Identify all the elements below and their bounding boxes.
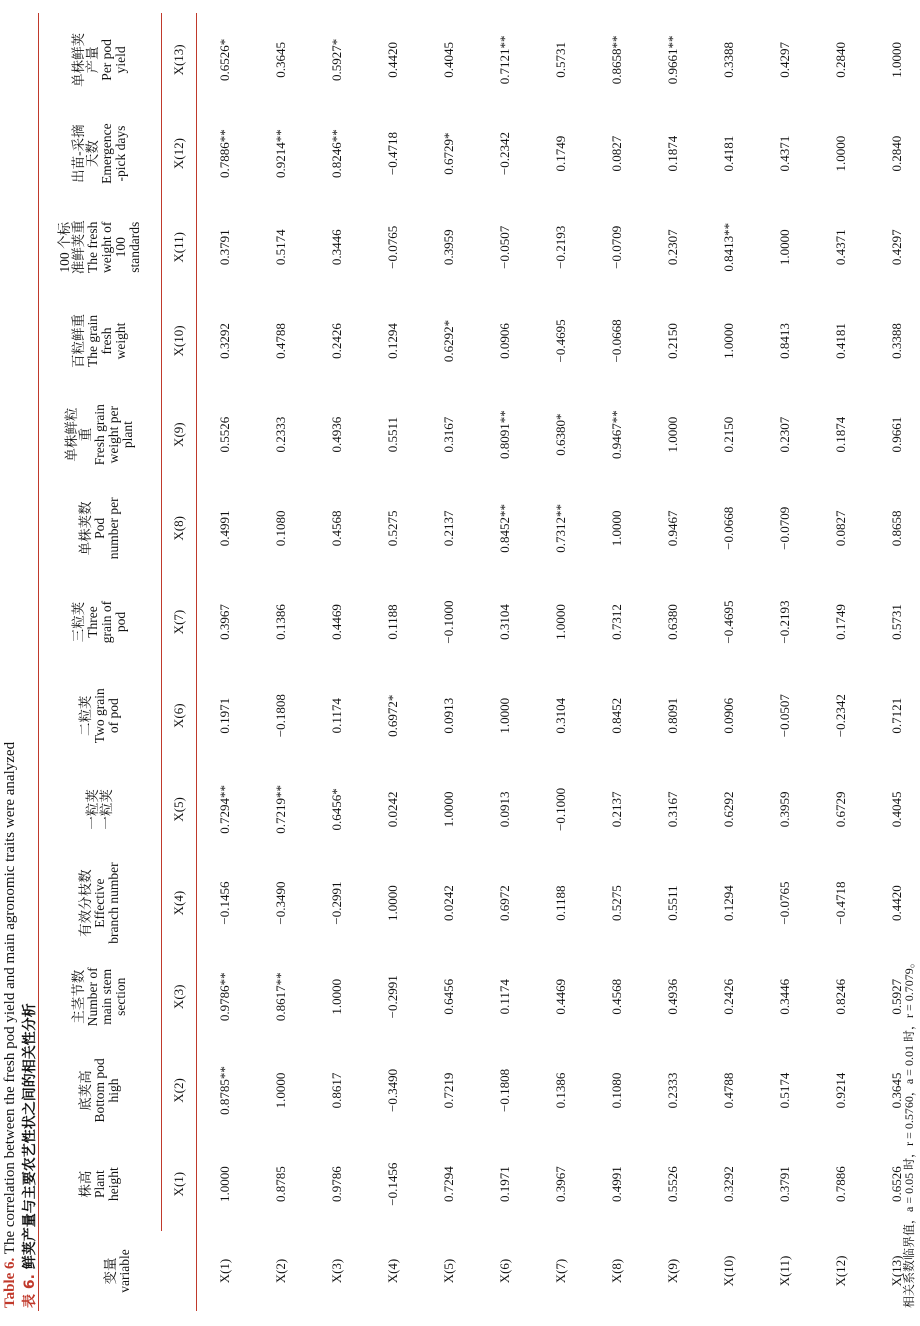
table-cell: 1.0000 (553, 604, 568, 640)
table-cell: 0.3446 (777, 978, 792, 1015)
table-cell: 0.5511 (385, 417, 400, 453)
table-cell: 0.3645 (869, 1044, 920, 1138)
table-cell: 0.4181 (833, 323, 848, 359)
table-cell: 0.4568 (329, 510, 344, 547)
column-header (39, 388, 162, 482)
column-header (39, 200, 162, 294)
column-header-line: Emergence (99, 123, 114, 184)
table-cell: 0.1294 (385, 323, 400, 359)
caption-zh (19, 1003, 39, 1308)
table-cell: 0.7312** (553, 503, 568, 553)
column-header (39, 1137, 162, 1231)
column-header (39, 950, 162, 1044)
table-cell: 0.2307 (665, 229, 680, 266)
column-code: X(3) (162, 950, 197, 1044)
table-cell: 0.1294 (721, 885, 736, 921)
table-cell: 0.4991 (197, 482, 254, 576)
table-cell: 0.1188 (553, 885, 568, 921)
footnote: 相关系数临界值，a = 0.05 时，r = 0.5760，a = 0.01 时，r = 0.7079。 (902, 956, 916, 1308)
column-code: X(13) (162, 13, 197, 107)
row-label: X(8) (609, 1258, 624, 1284)
table-cell: 0.6526 (869, 1137, 920, 1231)
table-cell: 1.0000 (777, 229, 792, 266)
table-cell: 0.4371 (777, 135, 792, 172)
column-code: X(4) (162, 856, 197, 950)
row-label: X(7) (553, 1258, 568, 1284)
table-cell: 0.3167 (441, 416, 456, 453)
row-label: X(11) (777, 1255, 792, 1287)
column-header-line: weight (113, 322, 128, 360)
table-cell: 0.9214 (833, 1072, 848, 1109)
row-label: X(10) (721, 1255, 736, 1287)
table-cell: 0.7121 (869, 669, 920, 763)
table-cell: 0.2426 (721, 978, 736, 1015)
table-cell: 0.5731 (553, 42, 568, 78)
table-cell: 0.1174 (497, 979, 512, 1015)
table-cell: 0.1386 (553, 1072, 568, 1109)
column-header-line: section (113, 977, 128, 1016)
table-cell: 0.7294** (197, 763, 254, 857)
table-cell: 0.4788 (273, 323, 288, 359)
column-header (39, 294, 162, 388)
table-cell: 0.5174 (273, 229, 288, 266)
table-cell: 0.5526 (665, 1166, 680, 1203)
correlation-table (38, 13, 920, 1311)
table-cell: −0.1456 (385, 1162, 400, 1206)
table-cell: −0.1808 (273, 694, 288, 738)
table-cell: 0.2840 (833, 42, 848, 78)
table-cell: −0.0507 (777, 694, 792, 738)
table-cell: 0.7219** (273, 785, 288, 834)
table-cell: −0.4695 (721, 600, 736, 644)
header-name-row (39, 13, 162, 1311)
table-row (477, 13, 533, 1311)
table-row (309, 13, 365, 1311)
table-row (645, 13, 701, 1311)
column-header-line: Per pod (99, 39, 114, 81)
row-label: X(2) (273, 1258, 288, 1284)
table-cell: 0.1971 (497, 1166, 512, 1203)
table-cell: −0.2342 (497, 132, 512, 176)
table-cell: −0.0709 (609, 225, 624, 269)
column-header-line: 三粒荚 (71, 601, 86, 643)
table-cell: 0.9467 (665, 510, 680, 547)
table-cell: 1.0000 (197, 1137, 254, 1231)
column-header-line: 100 (113, 237, 128, 258)
table-cell: 0.0827 (833, 510, 848, 547)
corner-header-line: variable (116, 1249, 132, 1293)
table-cell: 0.4788 (721, 1072, 736, 1109)
column-header (39, 669, 162, 763)
table-cell: 0.8246** (329, 129, 344, 178)
column-header-line: Effective (92, 878, 107, 928)
table-cell: 0.7219 (441, 1072, 456, 1109)
table-cell: 0.4045 (441, 42, 456, 78)
table-cell: 0.3292 (197, 294, 254, 388)
table-cell: 0.4297 (777, 42, 792, 78)
table-cell: 0.8617 (329, 1072, 344, 1109)
table-cell: −0.1000 (553, 787, 568, 831)
column-header-line: 产量 (85, 46, 100, 74)
column-header-line: grain of (99, 600, 114, 644)
column-header-line: -pick days (113, 125, 128, 182)
column-header-line: 二粒荚 (78, 695, 93, 736)
table-cell: 0.9786 (329, 1166, 344, 1203)
column-header (39, 13, 162, 107)
table-cell: 0.0913 (497, 791, 512, 828)
row-label: X(6) (497, 1258, 512, 1284)
table-cell: 0.3388 (721, 42, 736, 78)
column-header-line: yield (113, 46, 128, 74)
column-header (39, 575, 162, 669)
table-body (197, 13, 920, 1311)
table-row (421, 13, 477, 1311)
table-cell: 1.0000 (273, 1072, 288, 1109)
table-cell: 0.8413 (777, 323, 792, 359)
column-header-line: number per (106, 497, 121, 560)
table-cell: −0.0765 (385, 225, 400, 269)
column-header (39, 482, 162, 576)
table-cell: 0.1749 (833, 604, 848, 640)
table-cell: 0.3791 (777, 1166, 792, 1203)
table-cell: 0.6729* (441, 132, 456, 175)
corner-header-line: 变量 (102, 1257, 118, 1285)
column-code: X(5) (162, 763, 197, 857)
column-header-line: weight per (106, 405, 121, 464)
table-cell: 0.1080 (273, 510, 288, 547)
table-cell: 0.6456 (441, 978, 456, 1015)
table-cell: 0.8785** (197, 1044, 254, 1138)
table-cell: 0.7886** (197, 107, 254, 201)
row-label: X(12) (833, 1255, 848, 1287)
row-label: X(4) (385, 1258, 400, 1284)
table-cell: 1.0000 (385, 885, 400, 921)
table-cell: −0.0668 (721, 506, 736, 550)
table-cell: 0.0242 (385, 791, 400, 828)
column-header-line: weight of (99, 221, 114, 273)
column-header-line: Pod (92, 517, 107, 539)
column-header-line: 单株荚数 (78, 501, 93, 556)
table-cell: 0.2426 (329, 323, 344, 359)
table-cell: 0.5526 (197, 388, 254, 482)
table-cell: 0.3388 (869, 294, 920, 388)
column-header (39, 1044, 162, 1138)
row-label: X(13) (869, 1231, 920, 1311)
column-header-line: branch number (106, 862, 121, 944)
column-code: X(9) (162, 388, 197, 482)
table-cell: 0.4045 (869, 763, 920, 857)
column-header-line: Number of (85, 967, 100, 1027)
row-label: X(5) (441, 1258, 456, 1284)
column-header-line: 重 (78, 427, 93, 442)
column-code: X(6) (162, 669, 197, 763)
table-cell: 0.3967 (553, 1166, 568, 1203)
table-cell: 1.0000 (609, 510, 624, 547)
table-cell: 1.0000 (833, 135, 848, 172)
table-cell: 0.7121** (497, 35, 512, 85)
table-cell: −0.4695 (553, 319, 568, 363)
table-cell: 0.3104 (553, 697, 568, 734)
row-label: X(1) (197, 1231, 254, 1311)
column-header-line: 准鲜荚重 (71, 220, 86, 275)
column-header-line: 100 个标 (57, 221, 72, 273)
table-cell: −0.0709 (777, 506, 792, 550)
table-cell: 0.6972 (497, 885, 512, 921)
table-cell: 0.2150 (721, 416, 736, 453)
table-row (253, 13, 309, 1311)
table-cell: 0.4936 (665, 978, 680, 1015)
table-cell: 0.9661** (665, 35, 680, 85)
table-cell: 0.2150 (665, 323, 680, 359)
table-cell: 0.1188 (385, 604, 400, 640)
table-cell: 0.3959 (777, 791, 792, 828)
column-code: X(12) (162, 107, 197, 201)
table-cell: 0.4469 (329, 604, 344, 640)
table-cell: 0.1174 (329, 698, 344, 734)
column-header-line: The fresh (85, 221, 100, 273)
column-code: X(11) (162, 200, 197, 294)
table-cell: 0.0906 (721, 697, 736, 734)
table-cell: 0.9467** (609, 410, 624, 460)
table-cell: 0.2840 (869, 107, 920, 201)
table-cell: 0.1874 (833, 416, 848, 453)
table-cell: 0.3645 (273, 42, 288, 78)
table-cell: 0.2333 (665, 1072, 680, 1109)
caption-en (2, 742, 19, 1308)
table-cell: 0.5927 (869, 950, 920, 1044)
column-header (39, 856, 162, 950)
table-cell: 0.2333 (273, 416, 288, 453)
column-header-line: height (106, 1167, 121, 1202)
table-cell: 0.1749 (553, 135, 568, 172)
table-cell: −0.0765 (777, 881, 792, 925)
table-cell: 0.6292* (441, 319, 456, 363)
table-cell: 0.7886 (833, 1166, 848, 1203)
table-cell: 0.8658** (609, 35, 624, 85)
column-header-line: 单株鲜粒 (64, 407, 79, 462)
table-cell: 0.4469 (553, 978, 568, 1015)
column-header-line: Bottom pod (92, 1058, 107, 1123)
table-cell: 0.6526* (197, 13, 254, 107)
table-cell: 0.0913 (441, 697, 456, 734)
table-cell: 0.3292 (721, 1166, 736, 1203)
table-cell: 0.5731 (869, 575, 920, 669)
table-cell: 0.4181 (721, 135, 736, 172)
table-row (701, 13, 757, 1311)
row-label: X(9) (665, 1258, 680, 1284)
table-cell: −0.2342 (833, 694, 848, 738)
column-header-line: 主茎节数 (71, 969, 86, 1024)
table-cell: 1.0000 (441, 791, 456, 828)
table-cell: 1.0000 (497, 697, 512, 734)
table-cell: 0.6972* (385, 694, 400, 737)
table-cell: 1.0000 (869, 13, 920, 107)
table-cell: −0.2193 (553, 225, 568, 269)
row-label: X(3) (329, 1258, 344, 1284)
table-cell: 0.1080 (609, 1072, 624, 1109)
table-cell: 0.8452** (497, 503, 512, 553)
column-header-line: of pod (106, 698, 121, 734)
column-header-line: fresh (99, 327, 114, 355)
column-header-line: Plant (92, 1170, 107, 1199)
table-cell: 0.4420 (385, 42, 400, 78)
column-header-line: plant (120, 421, 135, 449)
table-cell: −0.2991 (385, 975, 400, 1019)
table-cell: −0.1456 (197, 856, 254, 950)
table-cell: 0.9214** (273, 129, 288, 178)
table-cell: 0.3446 (329, 229, 344, 266)
table-cell: 0.8785 (273, 1166, 288, 1203)
table-cell: 0.1971 (197, 669, 254, 763)
column-header-line: Two grain (92, 688, 107, 744)
table-cell: 0.2307 (777, 416, 792, 453)
table-cell: −0.0668 (609, 319, 624, 363)
column-header-line: Three (85, 606, 100, 638)
corner-header (39, 1231, 197, 1311)
table-cell: 0.3167 (665, 791, 680, 828)
caption-text-zh: 鲜荚产量与主要农艺性状之间的相关性分析 (22, 1003, 38, 1270)
column-header-line: main stem (99, 968, 114, 1025)
table-cell: 0.3967 (197, 575, 254, 669)
table-cell: −0.2193 (777, 600, 792, 644)
table-cell: 0.2137 (609, 791, 624, 828)
column-header-line: 出苗-采摘 (71, 124, 86, 183)
table-cell: 0.7312 (609, 604, 624, 640)
column-header (39, 763, 162, 857)
table-cell: −0.2991 (329, 881, 344, 925)
table-cell: 0.4991 (609, 1166, 624, 1203)
column-header-line: The grain (85, 314, 100, 368)
header-code-row (162, 13, 197, 1311)
table-cell: −0.3490 (385, 1068, 400, 1113)
table-cell: 0.4420 (869, 856, 920, 950)
caption-text-en: The correlation between the fresh pod yield and main agronomic traits were analyzed (2, 741, 18, 1255)
table-cell: 1.0000 (721, 323, 736, 359)
column-header-line: 天数 (85, 140, 100, 168)
column-header-line: 百粒鲜重 (71, 313, 86, 368)
column-code: X(8) (162, 482, 197, 576)
table-cell: 0.0906 (497, 323, 512, 359)
table-cell: −0.1808 (497, 1068, 512, 1113)
table-cell: 0.5174 (777, 1072, 792, 1109)
table-cell: 0.5275 (385, 510, 400, 547)
table-row (197, 13, 254, 1311)
table-row (757, 13, 813, 1311)
column-header (39, 107, 162, 201)
table-row (813, 13, 869, 1311)
table-cell: 0.8246 (833, 978, 848, 1015)
table-cell: 0.1386 (273, 604, 288, 640)
column-header-line: 单株鲜荚 (71, 32, 86, 87)
column-header-line: 株高 (78, 1170, 93, 1198)
table-cell: 1.0000 (665, 416, 680, 453)
caption-label-en: Table 6. (2, 1257, 18, 1308)
caption-label-zh: 表 6. (22, 1274, 38, 1308)
table-cell: 0.2137 (441, 510, 456, 547)
table-row (533, 13, 589, 1311)
table-cell: 0.0827 (609, 135, 624, 172)
column-header-line: 有效分枝数 (78, 869, 93, 937)
table-cell: 0.8452 (609, 697, 624, 734)
column-header-line: 一粒荚 (85, 789, 100, 830)
table-cell: 0.8617** (273, 972, 288, 1022)
table-cell: 1.0000 (329, 978, 344, 1015)
table-cell: 0.4936 (329, 416, 344, 453)
table-cell: 0.6456* (329, 788, 344, 831)
table-row (365, 13, 421, 1311)
table-cell: 0.3959 (441, 229, 456, 266)
column-code: X(7) (162, 575, 197, 669)
table-cell: 0.7294 (441, 1166, 456, 1203)
table-cell: 0.4297 (869, 200, 920, 294)
table-cell: −0.4718 (833, 881, 848, 925)
table-cell: 0.6380* (553, 413, 568, 456)
column-header-line: 底荚高 (78, 1070, 93, 1111)
table-cell: 0.6380 (665, 604, 680, 640)
table-cell: 0.0242 (441, 885, 456, 921)
table-cell: 0.8413** (721, 222, 736, 272)
table-cell: 0.8091** (497, 410, 512, 460)
table-cell: 0.5511 (665, 885, 680, 921)
table-row (589, 13, 645, 1311)
table-cell: −0.4718 (385, 132, 400, 176)
column-code: X(2) (162, 1044, 197, 1138)
table-cell: 0.3104 (497, 604, 512, 640)
table-cell: 0.5927* (329, 38, 344, 81)
column-header-line: Fresh grain (92, 404, 107, 466)
column-header-line: pod (113, 611, 128, 633)
column-code: X(10) (162, 294, 197, 388)
column-header-line: 一粒荚 (99, 789, 114, 830)
table-cell: 0.8658 (869, 482, 920, 576)
table-cell: −0.1000 (441, 600, 456, 644)
table-cell: 0.1874 (665, 135, 680, 172)
column-header-line: standards (127, 221, 142, 273)
table-cell: −0.3490 (273, 881, 288, 925)
table-cell: 0.5275 (609, 885, 624, 921)
table-cell: 0.9661 (869, 388, 920, 482)
table-cell: −0.0507 (497, 225, 512, 269)
table-cell: 0.8091 (665, 697, 680, 734)
table-cell: 0.6729 (833, 791, 848, 828)
table-cell: 0.9786** (197, 950, 254, 1044)
table-cell: 0.3791 (197, 200, 254, 294)
column-code: X(1) (162, 1137, 197, 1231)
table-cell: 0.4568 (609, 978, 624, 1015)
table-cell: 0.4371 (833, 229, 848, 266)
table-cell: 0.6292 (721, 791, 736, 828)
column-header-line: high (106, 1078, 121, 1103)
